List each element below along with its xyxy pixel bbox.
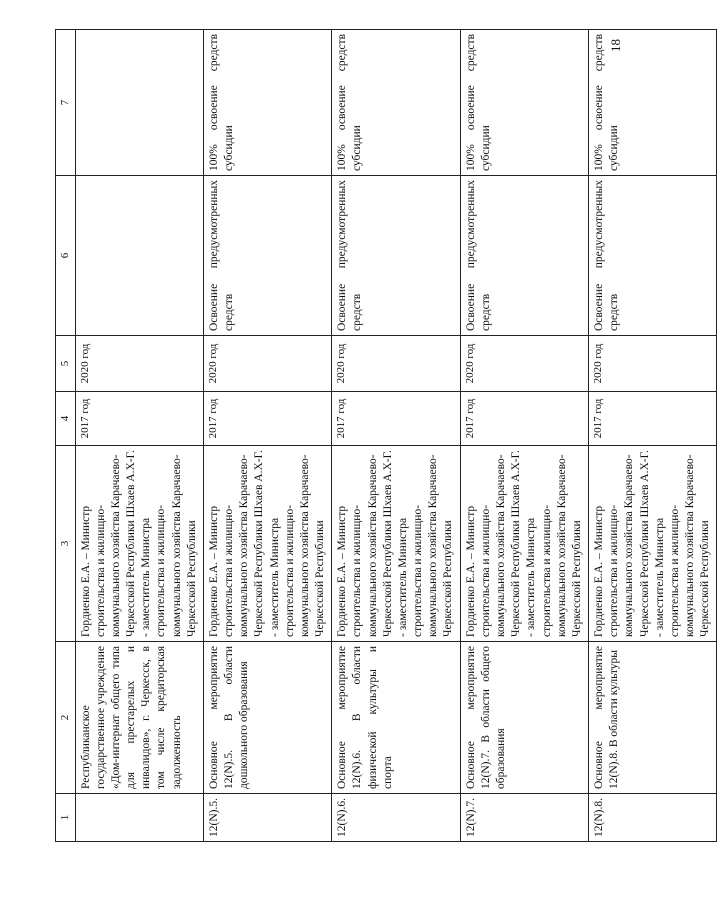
row-end: 2020 год: [332, 336, 460, 392]
row-result: Освоение предусмотренных средств: [332, 176, 460, 336]
table-row: [460, 30, 588, 842]
row-name: Основное мероприятие 12(N).8. В области культуры: [589, 642, 717, 794]
row-code: 12(N).7.: [460, 794, 588, 842]
row-start: 2017 год: [460, 392, 588, 446]
row-start: 2017 год: [75, 392, 203, 446]
column-number: 1: [56, 794, 76, 842]
row-indicator: 100% освоение средств субсидии: [460, 30, 588, 176]
row-end: 2020 год: [460, 336, 588, 392]
column-number: 4: [56, 392, 76, 446]
header-row: [56, 30, 76, 842]
row-end: 2020 год: [589, 336, 717, 392]
row-responsible: Гордиенко Е.А. – Министр строительства и жилищно-коммунального хозяйства Карачаево-Черкесской Республики Шхаев А.Х-Г. - заместитель Министра строительства и жилищно-коммунального хозяйства Карачаево-Черкесской Республики: [589, 446, 717, 642]
column-number: 6: [56, 176, 76, 336]
row-name: Основное мероприятие 12(N).7. В области общего образования: [460, 642, 588, 794]
row-responsible: Гордиенко Е.А. – Министр строительства и жилищно-коммунального хозяйства Карачаево-Черкесской Республики Шхаев А.Х-Г. - заместитель Министра строительства и жилищно-коммунального хозяйства Карачаево-Черкесской Республики: [460, 446, 588, 642]
row-responsible: Гордиенко Е.А. – Министр строительства и жилищно-коммунального хозяйства Карачаево-Черкесской Республики Шхаев А.Х-Г. - заместитель Министра строительства и жилищно-коммунального хозяйства Карачаево-Черкесской Республики: [75, 446, 203, 642]
row-name: Республиканское государственное учреждение «Дом-интернат общего типа для престарелых и инвалидов», г. Черкесск, в том числе кредиторская задолженность: [75, 642, 203, 794]
table-row: [203, 30, 331, 842]
row-result: Освоение предусмотренных средств: [203, 176, 331, 336]
row-indicator: 100% освоение средств субсидии: [589, 30, 717, 176]
table-row: [75, 30, 203, 842]
row-end: 2020 год: [75, 336, 203, 392]
row-name: Основное мероприятие 12(N).6. В области физической культуры и спорта: [332, 642, 460, 794]
row-code: 12(N).6.: [332, 794, 460, 842]
row-result: Освоение предусмотренных средств: [589, 176, 717, 336]
page-number: 18: [608, 39, 623, 52]
row-end: 2020 год: [203, 336, 331, 392]
row-start: 2017 год: [203, 392, 331, 446]
column-number: 5: [56, 336, 76, 392]
column-number: 2: [56, 642, 76, 794]
row-result: Освоение предусмотренных средств: [460, 176, 588, 336]
table-row: [589, 30, 717, 842]
row-code: 12(N).5.: [203, 794, 331, 842]
rotated-table-wrapper: [55, 30, 712, 842]
row-indicator: 100% освоение средств субсидии: [203, 30, 331, 176]
plan-table: [55, 29, 717, 842]
row-name: Основное мероприятие 12(N).5. В области дошкольного образования: [203, 642, 331, 794]
row-responsible: Гордиенко Е.А. – Министр строительства и жилищно-коммунального хозяйства Карачаево-Черкесской Республики Шхаев А.Х-Г. - заместитель Министра строительства и жилищно-коммунального хозяйства Карачаево-Черкесской Республики: [332, 446, 460, 642]
row-start: 2017 год: [332, 392, 460, 446]
row-indicator: 100% освоение средств субсидии: [332, 30, 460, 176]
row-result: [75, 176, 203, 336]
column-number: 7: [56, 30, 76, 176]
row-code: [75, 794, 203, 842]
table-row: [332, 30, 460, 842]
column-number: 3: [56, 446, 76, 642]
row-responsible: Гордиенко Е.А. – Министр строительства и жилищно-коммунального хозяйства Карачаево-Черкесской Республики Шхаев А.Х-Г. - заместитель Министра строительства и жилищно-коммунального хозяйства Карачаево-Черкесской Республики: [203, 446, 331, 642]
row-code: 12(N).8.: [589, 794, 717, 842]
row-indicator: [75, 30, 203, 176]
row-start: 2017 год: [589, 392, 717, 446]
